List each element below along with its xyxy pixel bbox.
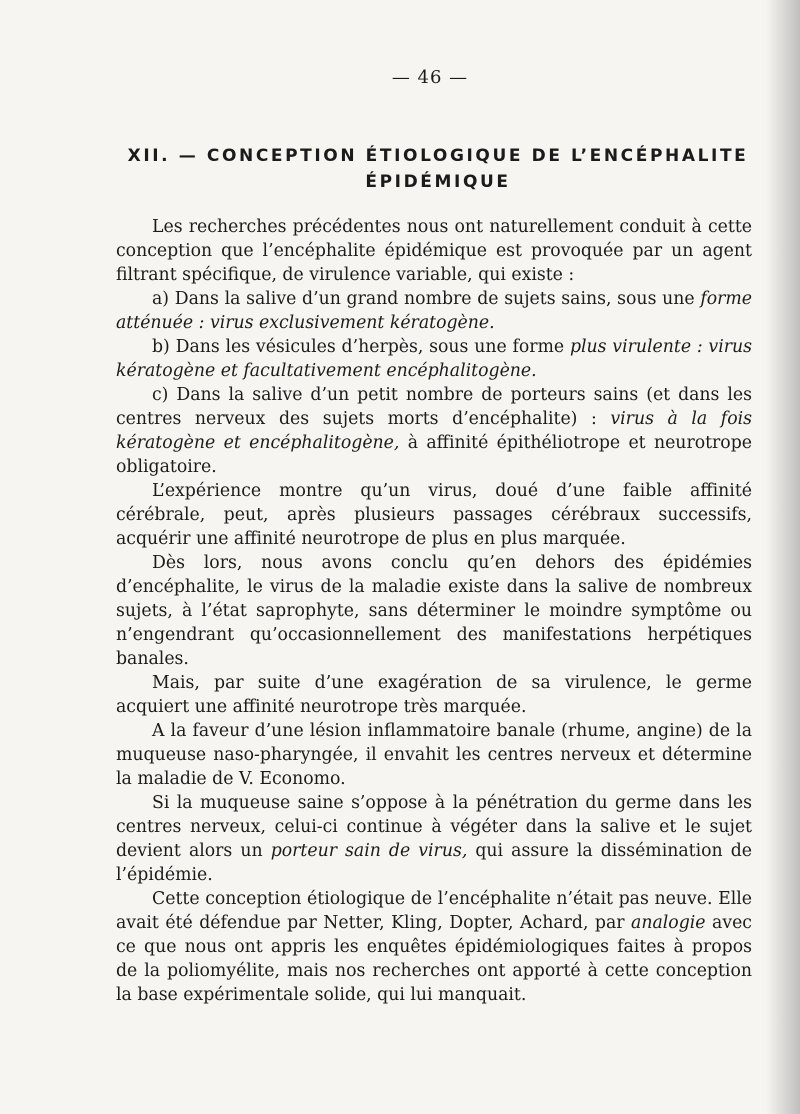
paragraph-conception-text-end: avec ce que nous ont appris les enquêtes épidémiologiques faites à propos de la poliomyélite, mais nos recherches ont apporté à cette conception la base expérimentale solide, qui lui manquait.: [116, 913, 752, 1005]
page-edge-shadow: [766, 0, 800, 1114]
body-text: [116, 215, 752, 1007]
paragraph-b: [116, 335, 752, 383]
paragraph-muqueuse-emphasis: porteur sain de virus,: [270, 841, 468, 861]
paragraph-mais: Mais, par suite d’une exagération de sa virulence, le germe acquiert une affinité neurotrope très marquée.: [116, 673, 752, 717]
paragraph-a-la-faveur: A la faveur d’une lésion inflammatoire banale (rhume, angine) de la muqueuse naso-pharyngée, il envahit les centres nerveux et détermine la maladie de V. Economo.: [116, 721, 752, 789]
paragraph-a-text: a) Dans la salive d’un grand nombre de sujets sains, sous une: [152, 289, 701, 309]
paragraph-c-emphasis: virus à la fois kératogène et encéphalitogène,: [116, 409, 753, 453]
paragraph-conception-text: Cette conception étiologique de l’encéphalite n’était pas neuve. Elle avait été défendue par Netter, Kling, Dopter, Achard, par: [116, 889, 752, 933]
paragraph-a: [116, 287, 752, 335]
paragraph-conception-emphasis: analogie: [631, 913, 706, 933]
paragraph-muqueuse-text: Si la muqueuse saine s’oppose à la pénétration du germe dans les centres nerveux, celui-ci continue à végéter dans la salive et le sujet devient alors un: [116, 793, 752, 861]
paragraph-muqueuse-text-end: qui assure la dissémination de l’épidémie.: [116, 841, 752, 885]
paragraph-conception: [116, 887, 752, 1007]
paragraph-intro: Les recherches précédentes nous ont naturellement conduit à cette conception que l’encéphalite épidémique est provoquée par un agent filtrant spécifique, de virulence variable, qui existe :: [116, 217, 752, 285]
chapter-title-line-1: XII. — CONCEPTION ÉTIOLOGIQUE DE L’ENCÉPHALITE: [127, 146, 749, 166]
paragraph-b-emphasis: plus virulente : virus kératogène et facultativement encéphalitogène.: [116, 337, 752, 381]
paragraph-c-text: c) Dans la salive d’un petit nombre de porteurs sains (et dans les centres nerveux des sujets morts d’encéphalite) :: [116, 385, 752, 429]
chapter-title: [118, 143, 758, 195]
page-number: — 46 —: [391, 67, 469, 88]
paragraph-a-emphasis: forme atténuée : virus exclusivement kératogène.: [116, 289, 752, 333]
paragraph-c: [116, 383, 752, 479]
paragraph-c-text-end: à affinité épithéliotrope et neurotrope obligatoire.: [116, 433, 753, 477]
paragraph-muqueuse: [116, 791, 752, 887]
paragraph-des-lors: Dès lors, nous avons conclu qu’en dehors des épidémies d’encéphalite, le virus de la maladie existe dans la salive de nombreux sujets, à l’état saprophyte, sans déterminer le moindre symptôme ou n’engendrant qu’occasionnellement des manifestations herpétiques banales.: [116, 553, 752, 669]
paragraph-b-text: b) Dans les vésicules d’herpès, sous une forme: [152, 337, 570, 357]
paragraph-experience: L’expérience montre qu’un virus, doué d’une faible affinité cérébrale, peut, après plusieurs passages cérébraux successifs, acquérir une affinité neurotrope de plus en plus marquée.: [116, 481, 752, 549]
chapter-title-line-2: ÉPIDÉMIQUE: [365, 172, 511, 192]
